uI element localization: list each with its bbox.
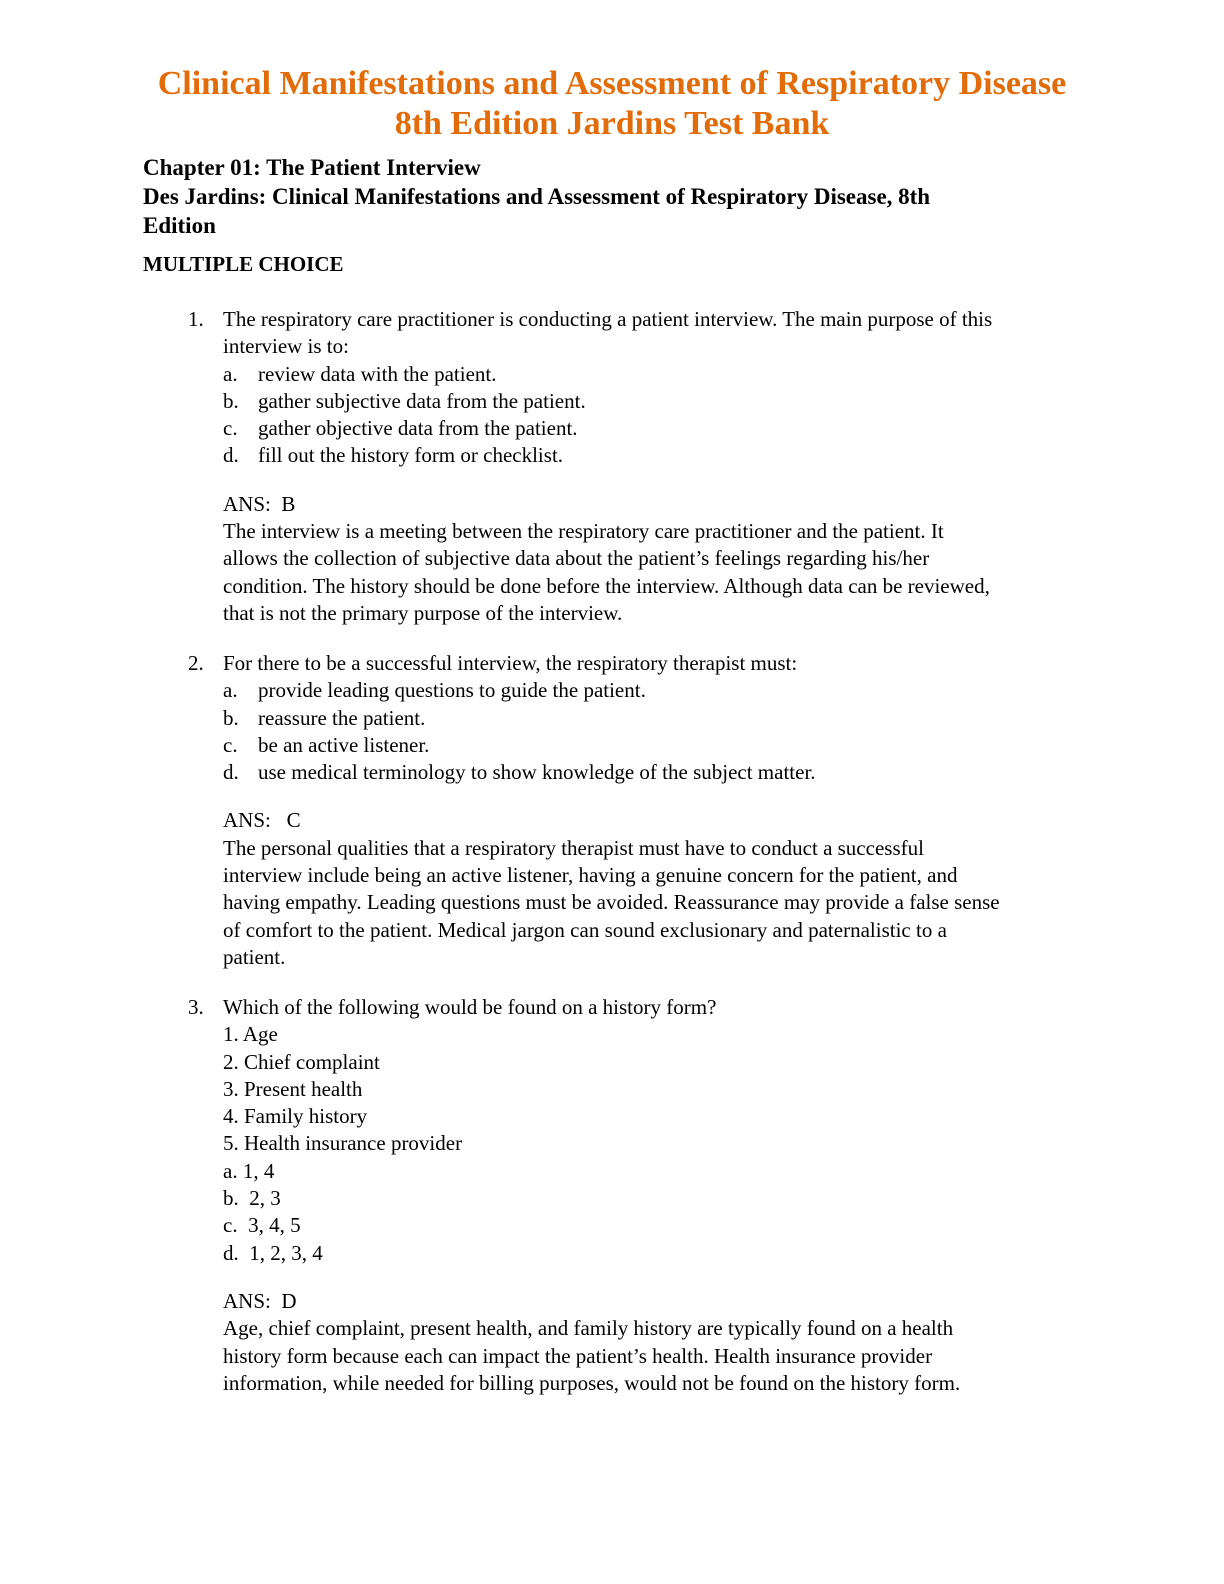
- chapter-title: Chapter 01: The Patient Interview: [143, 155, 481, 180]
- option-text: be an active listener.: [258, 732, 430, 757]
- history-item: 3. Present health: [223, 1076, 363, 1101]
- answer-option-d: d. 1, 2, 3, 4: [223, 1240, 323, 1265]
- answer-key: ANS: D: [223, 1288, 297, 1313]
- question-stem-line: interview is to:: [223, 334, 349, 359]
- question-stem-line: For there to be a successful interview, the respiratory therapist must:: [223, 651, 798, 675]
- question-3: [188, 994, 1118, 1397]
- option-letter: b.: [223, 705, 239, 730]
- rationale-line: The interview is a meeting between the respiratory care practitioner and the patient. It: [223, 519, 944, 544]
- rationale-line: having empathy. Leading questions must be avoided. Reassurance may provide a false sense: [223, 890, 1000, 915]
- rationale-line: of comfort to the patient. Medical jargon can sound exclusionary and paternalistic to a: [223, 917, 947, 942]
- option-letter: d.: [223, 760, 239, 785]
- option-letter: c.: [223, 732, 238, 757]
- rationale-line: history form because each can impact the patient’s health. Health insurance provider: [223, 1343, 933, 1368]
- history-item: 1. Age: [223, 1022, 278, 1047]
- answer-option-a: [223, 677, 1118, 704]
- answer-option-c: [223, 415, 1118, 442]
- history-item: 2. Chief complaint: [223, 1049, 380, 1074]
- section-heading: MULTIPLE CHOICE: [143, 252, 344, 276]
- book-title-line-1: Des Jardins: Clinical Manifestations and Assessment of Respiratory Disease, 8th: [143, 184, 931, 209]
- answer-block: [223, 807, 1118, 971]
- question-number: 1.: [188, 307, 204, 331]
- question-stem-line: The respiratory care practitioner is conducting a patient interview. The main purpose of this: [223, 307, 993, 331]
- rationale-line: The personal qualities that a respiratory therapist must have to conduct a successful: [223, 835, 924, 860]
- question-body: [223, 650, 1118, 971]
- chapter-header: [143, 153, 1103, 240]
- option-letter: d.: [223, 443, 239, 468]
- answer-option-b: [223, 705, 1118, 732]
- option-text: review data with the patient.: [258, 361, 497, 386]
- question-stem-line: Which of the following would be found on a history form?: [223, 995, 717, 1019]
- option-text: gather subjective data from the patient.: [258, 388, 586, 413]
- question-body: [223, 994, 1118, 1397]
- answer-option-c: c. 3, 4, 5: [223, 1213, 301, 1238]
- question-2: [188, 650, 1118, 971]
- answer-option-c: [223, 732, 1118, 759]
- answer-option-b: [223, 388, 1118, 415]
- title-line-2: 8th Edition Jardins Test Bank: [394, 105, 830, 142]
- rationale-line: information, while needed for billing purposes, would not be found on the history form.: [223, 1370, 961, 1395]
- option-text: fill out the history form or checklist.: [258, 443, 564, 468]
- question-number: 2.: [188, 651, 204, 675]
- rationale-line: that is not the primary purpose of the interview.: [223, 600, 623, 625]
- history-item: 4. Family history: [223, 1104, 368, 1129]
- rationale-line: Age, chief complaint, present health, and family history are typically found on a health: [223, 1316, 954, 1341]
- answer-option-d: [223, 442, 1118, 469]
- option-letter: a.: [223, 361, 238, 386]
- rationale-line: condition. The history should be done before the interview. Although data can be reviewed,: [223, 573, 990, 598]
- document-title: [0, 64, 1224, 144]
- question-body: [223, 306, 1118, 627]
- option-text: gather objective data from the patient.: [258, 416, 578, 441]
- question-1: [188, 306, 1118, 627]
- rationale-line: allows the collection of subjective data about the patient’s feelings regarding his/her: [223, 546, 930, 571]
- option-letter: b.: [223, 388, 239, 413]
- answer-key: ANS: C: [223, 808, 301, 833]
- answer-block: [223, 1288, 1118, 1397]
- title-line-1: Clinical Manifestations and Assessment of Respiratory Disease: [157, 65, 1067, 102]
- history-item: 5. Health insurance provider: [223, 1131, 463, 1156]
- answer-option-a: [223, 361, 1118, 388]
- answer-option-a: a. 1, 4: [223, 1158, 275, 1183]
- option-text: reassure the patient.: [258, 705, 426, 730]
- option-text: provide leading questions to guide the patient.: [258, 678, 646, 703]
- option-letter: a.: [223, 678, 238, 703]
- answer-block: [223, 491, 1118, 627]
- rationale-line: patient.: [223, 944, 286, 969]
- question-number: 3.: [188, 995, 204, 1019]
- book-title-line-2: Edition: [143, 213, 216, 238]
- answer-key: ANS: B: [223, 491, 296, 516]
- option-letter: c.: [223, 416, 238, 441]
- answer-option-b: b. 2, 3: [223, 1186, 281, 1211]
- rationale-line: interview include being an active listener, having a genuine concern for the patient, and: [223, 863, 958, 888]
- answer-option-d: [223, 759, 1118, 786]
- option-text: use medical terminology to show knowledge of the subject matter.: [258, 760, 816, 785]
